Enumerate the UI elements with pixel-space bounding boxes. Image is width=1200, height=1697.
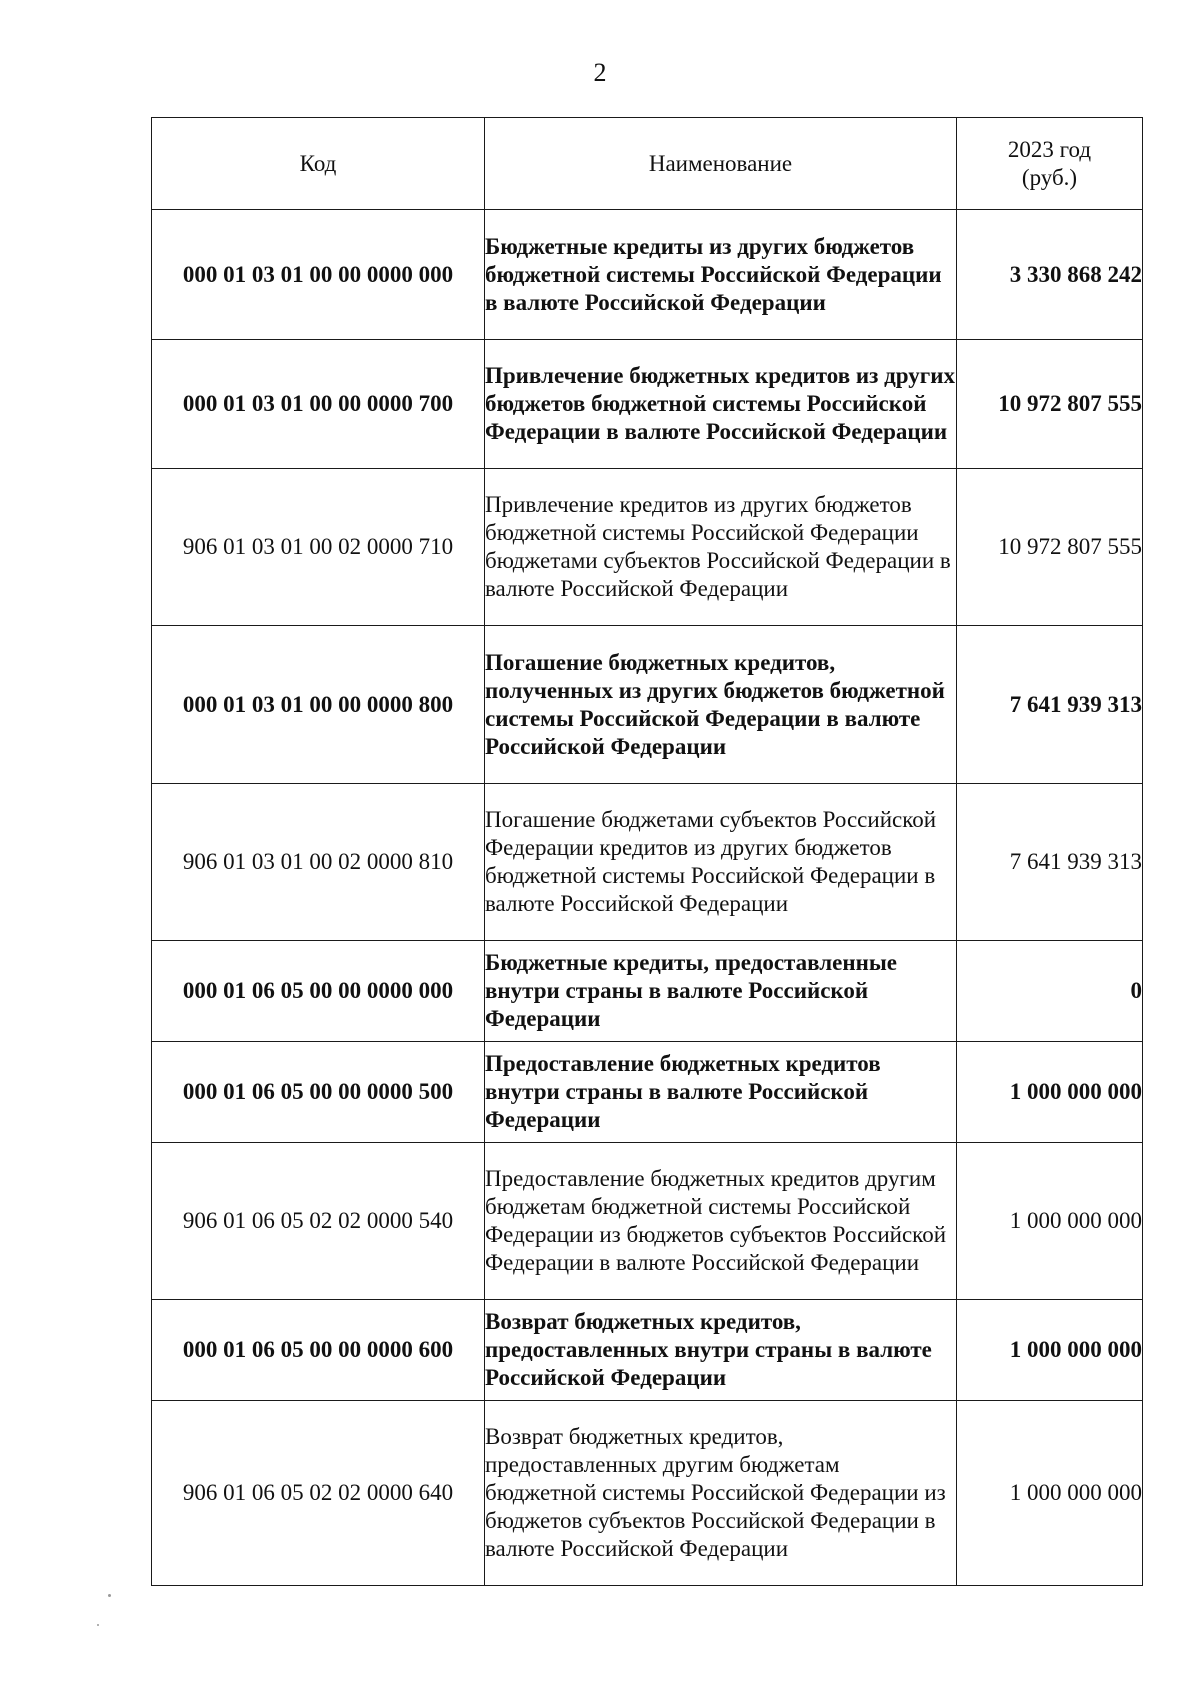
row-amount: 10 972 807 555 (957, 340, 1143, 469)
row-name: Возврат бюджетных кредитов, предоставленных другим бюджетам бюджетной системы Российской Федерации из бюджетов субъектов Российской Федерации в валюте Российской Федерации (485, 1401, 957, 1586)
row-code: 000 01 06 05 00 00 0000 500 (152, 1042, 485, 1143)
table-row (152, 469, 1143, 626)
table-row (152, 941, 1143, 1042)
table-row (152, 1300, 1143, 1401)
row-amount: 10 972 807 555 (957, 469, 1143, 626)
row-name: Погашение бюджетных кредитов, полученных из других бюджетов бюджетной системы Российской Федерации в валюте Российской Федерации (485, 626, 957, 784)
row-name: Привлечение кредитов из других бюджетов бюджетной системы Российской Федерации бюджетами субъектов Российской Федерации в валюте Российской Федерации (485, 469, 957, 626)
header-code: Код (152, 118, 485, 210)
header-name: Наименование (485, 118, 957, 210)
page-number: 2 (593, 58, 607, 87)
header-amount (957, 118, 1143, 210)
row-name: Предоставление бюджетных кредитов внутри страны в валюте Российской Федерации (485, 1042, 957, 1143)
row-code: 906 01 06 05 02 02 0000 540 (152, 1143, 485, 1300)
row-name: Бюджетные кредиты из других бюджетов бюджетной системы Российской Федерации в валюте Российской Федерации (485, 210, 957, 340)
row-code: 000 01 06 05 00 00 0000 000 (152, 941, 485, 1042)
table-row (152, 626, 1143, 784)
row-name: Погашение бюджетами субъектов Российской Федерации кредитов из других бюджетов бюджетной системы Российской Федерации в валюте Российской Федерации (485, 784, 957, 941)
table-row (152, 1042, 1143, 1143)
table-row (152, 1401, 1143, 1586)
table-row (152, 340, 1143, 469)
row-name: Возврат бюджетных кредитов, предоставленных внутри страны в валюте Российской Федерации (485, 1300, 957, 1401)
table-row (152, 210, 1143, 340)
row-code: 000 01 03 01 00 00 0000 700 (152, 340, 485, 469)
header-amount-text: 2023 год (руб.) (1007, 136, 1092, 190)
row-code: 906 01 03 01 00 02 0000 710 (152, 469, 485, 626)
row-amount: 7 641 939 313 (957, 784, 1143, 941)
row-amount: 1 000 000 000 (957, 1042, 1143, 1143)
row-code: 000 01 03 01 00 00 0000 000 (152, 210, 485, 340)
row-amount: 1 000 000 000 (957, 1143, 1143, 1300)
row-amount: 3 330 868 242 (957, 210, 1143, 340)
row-code: 906 01 03 01 00 02 0000 810 (152, 784, 485, 941)
row-code: 906 01 06 05 02 02 0000 640 (152, 1401, 485, 1586)
row-amount: 7 641 939 313 (957, 626, 1143, 784)
budget-credits-table (151, 117, 1143, 1586)
row-code: 000 01 06 05 00 00 0000 600 (152, 1300, 485, 1401)
row-code: 000 01 03 01 00 00 0000 800 (152, 626, 485, 784)
table-row (152, 784, 1143, 941)
row-amount: 1 000 000 000 (957, 1401, 1143, 1586)
row-amount: 0 (957, 941, 1143, 1042)
row-name: Привлечение бюджетных кредитов из других бюджетов бюджетной системы Российской Федерации в валюте Российской Федерации (485, 340, 957, 469)
scan-speck (108, 1594, 111, 1597)
row-amount: 1 000 000 000 (957, 1300, 1143, 1401)
row-name: Бюджетные кредиты, предоставленные внутри страны в валюте Российской Федерации (485, 941, 957, 1042)
table-header-row (152, 118, 1143, 210)
table-row (152, 1143, 1143, 1300)
scan-speck (97, 1624, 99, 1626)
row-name: Предоставление бюджетных кредитов другим бюджетам бюджетной системы Российской Федерации из бюджетов субъектов Российской Федерации в валюте Российской Федерации (485, 1143, 957, 1300)
